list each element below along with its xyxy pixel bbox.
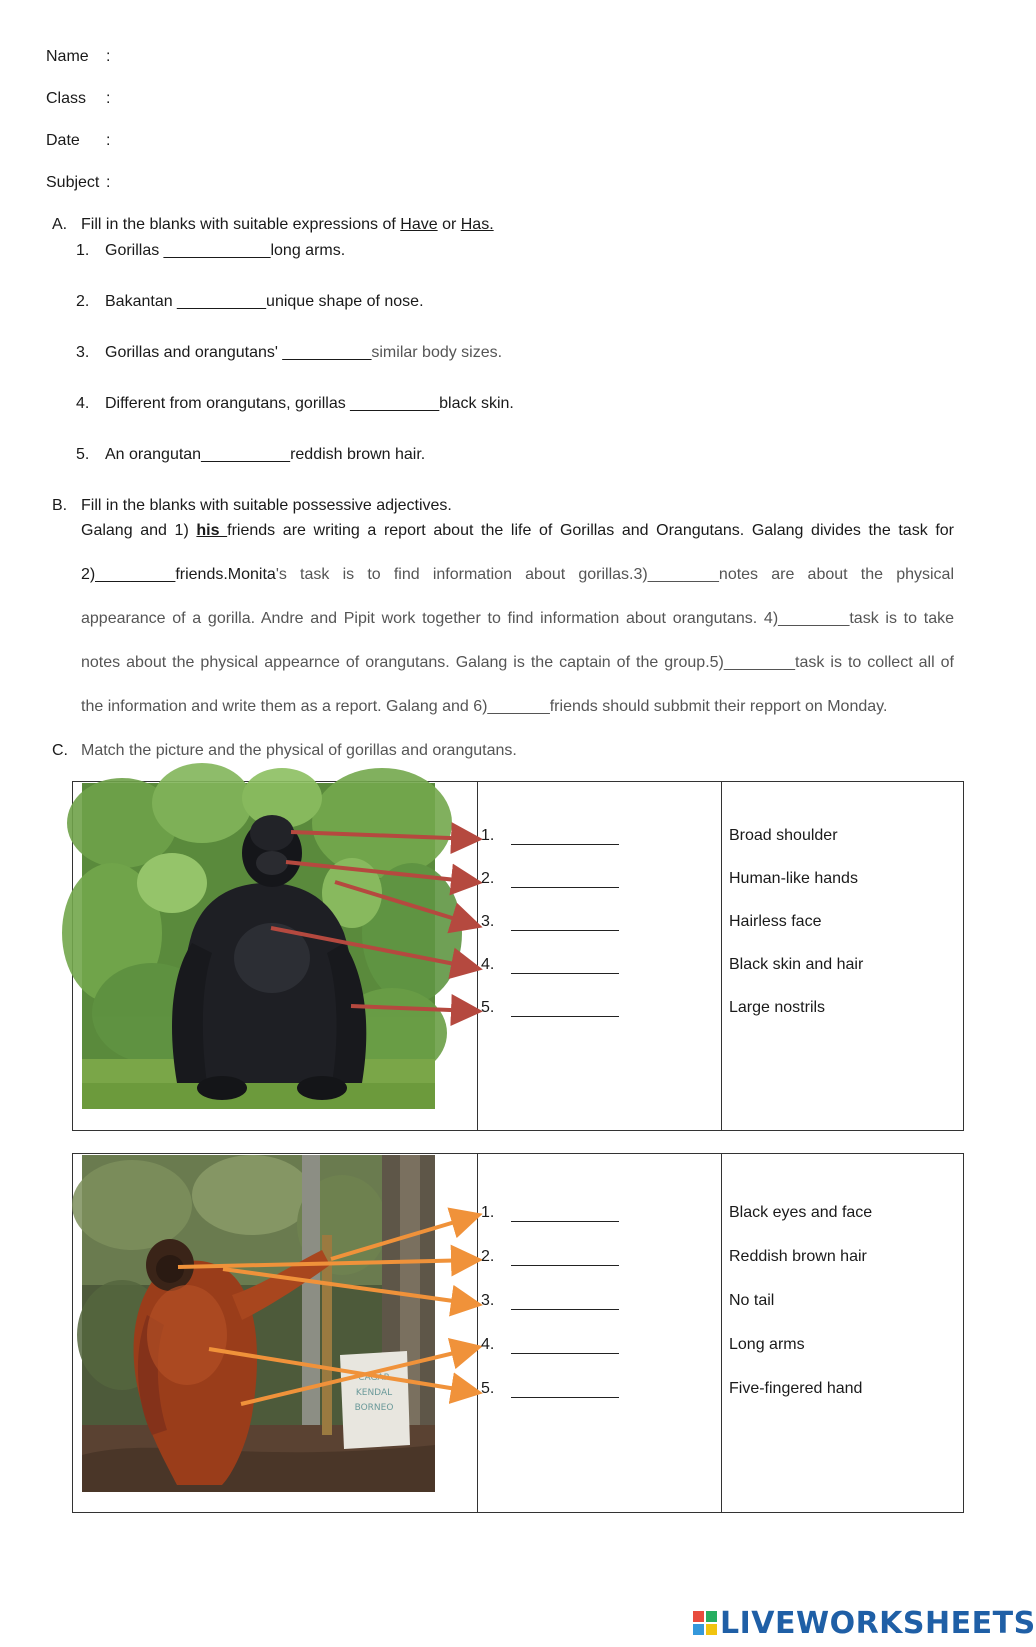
question-4[interactable] [105, 395, 514, 413]
question-pre: Gorillas and orangutans' __________ [105, 344, 372, 361]
answer-number: 3. [481, 913, 495, 930]
question-post: unique shape of nose. [266, 293, 424, 310]
class-label: Class [46, 90, 87, 107]
name-colon: : [106, 48, 111, 65]
option-text: Reddish brown hair [729, 1248, 867, 1265]
answer-number: 4. [481, 956, 495, 973]
line-text: 's task is to find information about gorillas.3)________notes are about the physical [275, 566, 954, 583]
subject-label: Subject [46, 174, 100, 191]
section-b-letter: B. [52, 497, 68, 514]
paragraph-line-4[interactable]: notes about the physical appearnce of orangutans. Galang is the captain of the group.5)________task is to collect all of [81, 654, 954, 671]
paragraph-line-3[interactable]: appearance of a gorilla. Andre and Pipit work together to find information about orangutans. 4)________task is to take [81, 610, 954, 627]
answer-blank[interactable] [511, 887, 619, 888]
or-word: or [437, 216, 461, 233]
option-text: Long arms [729, 1336, 805, 1353]
paragraph-line-2[interactable] [81, 566, 954, 584]
answer-blank[interactable] [511, 844, 619, 845]
option-text: Human-like hands [729, 870, 858, 887]
option-text: Large nostrils [729, 999, 826, 1016]
orangutan-arrow-lines [178, 1216, 475, 1404]
sign-line-2: KENDAL [355, 1388, 393, 1398]
gorilla-arrow-lines [271, 832, 475, 1011]
question-number: 4. [76, 395, 90, 412]
option-text: Hairless face [729, 913, 822, 930]
answer-blank[interactable] [511, 1221, 619, 1222]
example-answer: his [196, 522, 228, 539]
answer-number: 2. [481, 870, 495, 887]
question-post: long arms. [270, 242, 346, 259]
question-3[interactable] [105, 344, 502, 362]
logo-blocks-icon [693, 1611, 717, 1635]
section-a-instruction [81, 216, 494, 234]
answer-blank[interactable] [511, 1397, 619, 1398]
question-number: 2. [76, 293, 90, 310]
sign-line-1: CAGAR [358, 1373, 390, 1383]
question-number: 5. [76, 446, 90, 463]
paragraph-line-1[interactable] [81, 522, 954, 540]
subject-colon: : [106, 174, 111, 191]
option-text: Five-fingered hand [729, 1380, 863, 1397]
question-post: similar body sizes. [371, 344, 503, 361]
option-text: Broad shoulder [729, 827, 838, 844]
line-text: friends are writing a report about the life of Gorillas and Orangutans. Galang divides the task for [227, 522, 955, 539]
question-pre: Bakantan __________ [105, 293, 267, 310]
has-word: Has. [460, 216, 494, 233]
answer-number: 2. [481, 1248, 495, 1265]
orangutan-match-table [72, 1153, 964, 1513]
question-pre: An orangutan__________ [105, 446, 291, 463]
answer-blank[interactable] [511, 1265, 619, 1266]
date-colon: : [106, 132, 111, 149]
question-number: 1. [76, 242, 90, 259]
question-post: reddish brown hair. [290, 446, 426, 463]
line-text: 2)_________friends.Monita [81, 566, 276, 583]
question-number: 3. [76, 344, 90, 361]
class-colon: : [106, 90, 111, 107]
question-5[interactable] [105, 446, 425, 464]
option-text: Black skin and hair [729, 956, 864, 973]
answer-number: 3. [481, 1292, 495, 1309]
answer-number: 1. [481, 827, 495, 844]
answer-blank[interactable] [511, 973, 619, 974]
question-pre: Different from orangutans, gorillas __________ [105, 395, 440, 412]
answer-blank[interactable] [511, 1309, 619, 1310]
line-text: Galang and 1) [81, 522, 197, 539]
option-text: Black eyes and face [729, 1204, 873, 1221]
paragraph-line-5[interactable]: the information and write them as a report. Galang and 6)_______friends should subbmit their repport on Monday. [81, 698, 888, 715]
question-post: black skin. [439, 395, 514, 412]
name-label: Name [46, 48, 89, 65]
answer-number: 1. [481, 1204, 495, 1221]
have-word: Have [400, 216, 438, 233]
question-1[interactable] [105, 242, 345, 260]
instruction-text: Fill in the blanks with suitable expressions of [81, 216, 401, 233]
answer-number: 5. [481, 999, 495, 1016]
answer-blank[interactable] [511, 1016, 619, 1017]
section-c-letter: C. [52, 742, 68, 759]
option-text: No tail [729, 1292, 775, 1309]
section-b-instruction: Fill in the blanks with suitable possessive adjectives. [81, 497, 452, 514]
logo-text: LIVEWORKSHEETS [720, 1605, 1036, 1641]
section-a-letter: A. [52, 216, 68, 233]
answer-blank[interactable] [511, 1353, 619, 1354]
liveworksheets-logo[interactable] [693, 1606, 1036, 1640]
gorilla-match-table [72, 781, 964, 1131]
answer-blank[interactable] [511, 930, 619, 931]
question-2[interactable] [105, 293, 424, 311]
answer-number: 4. [481, 1336, 495, 1353]
sign-line-3: BORNEO [354, 1403, 394, 1413]
question-pre: Gorillas ____________ [105, 242, 271, 259]
section-c-instruction: Match the picture and the physical of gorillas and orangutans. [81, 742, 517, 759]
date-label: Date [46, 132, 80, 149]
answer-number: 5. [481, 1380, 495, 1397]
